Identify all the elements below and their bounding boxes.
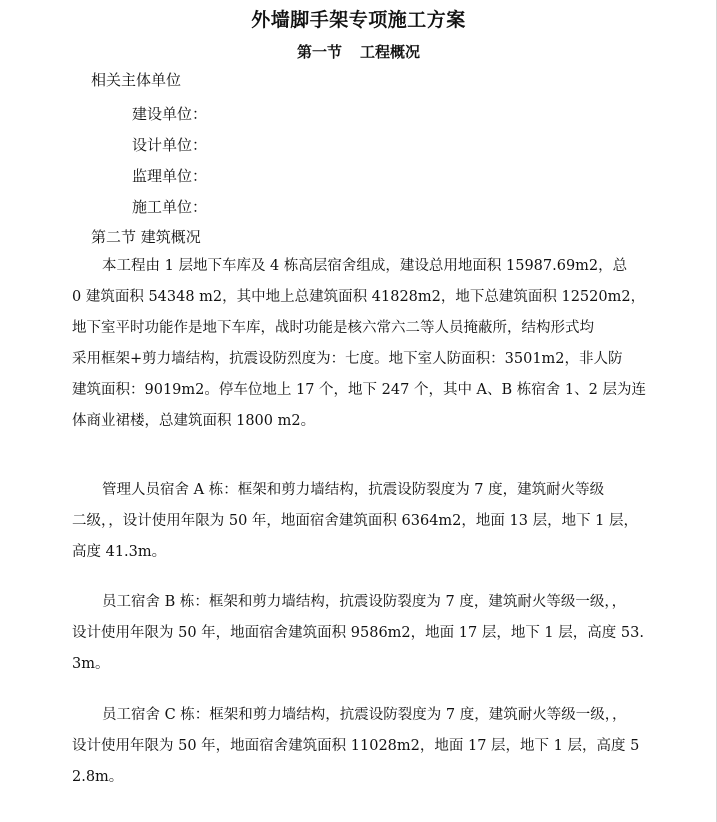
paragraph-line: 采用框架+剪力墙结构，抗震设防烈度为：七度。地下室人防面积：3501m2，非人防 <box>72 351 623 367</box>
section-one-number: 第一节 <box>296 43 342 61</box>
unit-construction-owner: 建设单位： <box>132 105 208 123</box>
units-list <box>132 99 207 223</box>
paragraph-line: 高度 41.3m。 <box>72 544 167 560</box>
paragraph-line: 2.8m。 <box>72 769 124 785</box>
paragraph-line: 管理人员宿舍 A 栋：框架和剪力墙结构，抗震设防裂度为 7 度，建筑耐火等级 <box>102 482 605 498</box>
section-one-name: 工程概况 <box>360 43 421 61</box>
paragraph-building-b <box>72 587 642 680</box>
paragraph-line: 3m。 <box>72 656 110 672</box>
paragraph-line: 设计使用年限为 50 年，地面宿舍建筑面积 9586m2，地面 17 层，地下 1 层，高度 53. <box>72 625 644 641</box>
section-one-heading <box>0 41 717 62</box>
paragraph-line: 体商业裙楼，总建筑面积 1800 m2。 <box>72 413 316 429</box>
paragraph-project-overview <box>72 251 646 437</box>
paragraph-line: 地下室平时功能作是地下车库，战时功能是核六常六二等人员掩蔽所，结构形式均 <box>72 320 594 336</box>
paragraph-line: 0 建筑面积 54348 m2，其中地上总建筑面积 41828m2，地下总建筑面积 12520m2， <box>72 289 646 305</box>
document-title: 外墙脚手架专项施工方案 <box>251 9 466 31</box>
paragraph-line: 员工宿舍 C 栋：框架和剪力墙结构，抗震设防裂度为 7 度，建筑耐火等级一级，， <box>102 707 627 723</box>
paragraph-line: 本工程由 1 层地下车库及 4 栋高层宿舍组成，建设总用地面积 15987.69m2，总 <box>102 258 628 274</box>
related-units-heading: 相关主体单位 <box>91 71 182 89</box>
paragraph-line: 建筑面积：9019m2。停车位地上 17 个，地下 247 个，其中 A、B 栋宿舍 1、2 层为连 <box>72 382 646 398</box>
unit-supervisor: 监理单位： <box>132 167 208 185</box>
section-two-heading: 第二节 建筑概况 <box>91 228 201 246</box>
paragraph-line: 二级，，设计使用年限为 50 年，地面宿舍建筑面积 6364m2，地面 13 层，地下 1 层， <box>72 513 639 529</box>
paragraph-line: 员工宿舍 B 栋：框架和剪力墙结构，抗震设防裂度为 7 度，建筑耐火等级一级，， <box>102 594 627 610</box>
paragraph-building-a <box>72 475 642 568</box>
paragraph-building-c <box>72 700 642 793</box>
paragraph-line: 设计使用年限为 50 年，地面宿舍建筑面积 11028m2，地面 17 层，地下 1 层，高度 5 <box>72 738 640 754</box>
unit-designer: 设计单位： <box>132 136 208 154</box>
unit-contractor: 施工单位： <box>132 198 208 216</box>
